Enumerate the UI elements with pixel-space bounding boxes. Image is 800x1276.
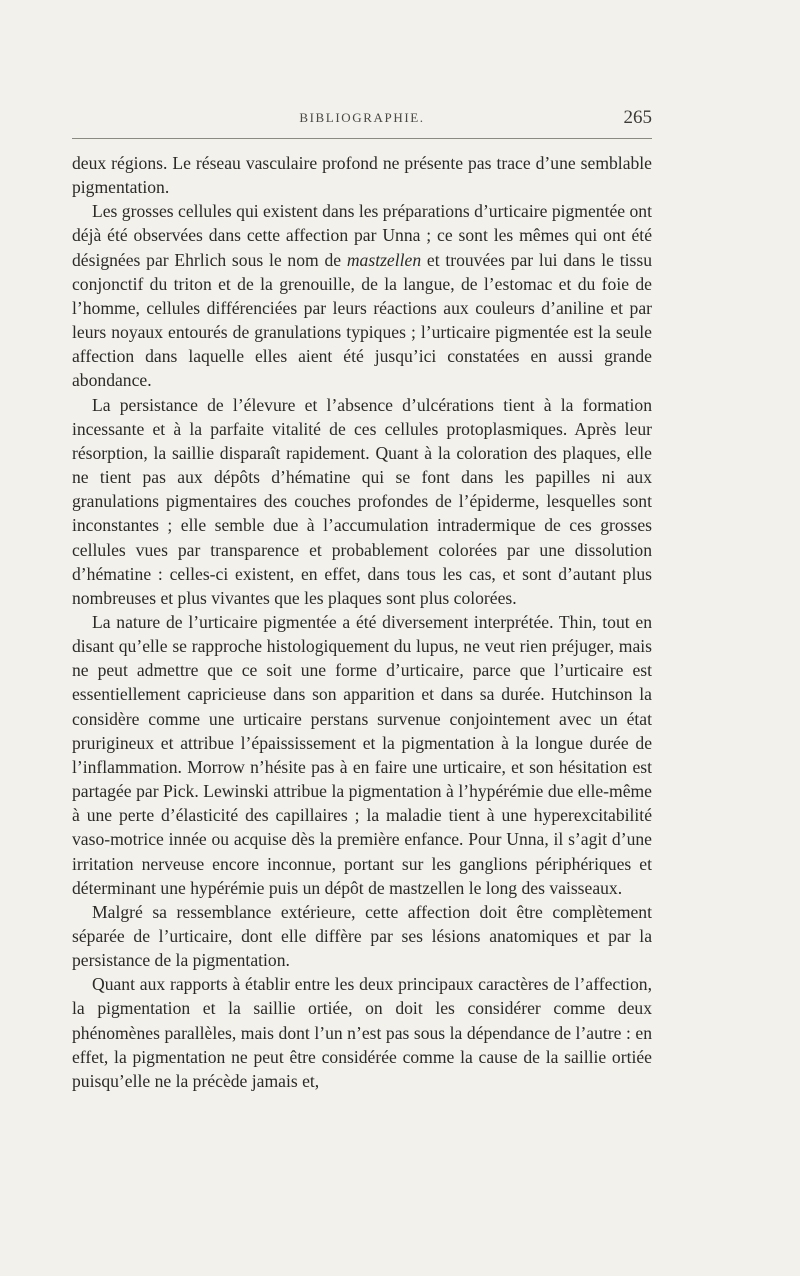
paragraph-5: Malgré sa ressemblance extérieure, cette affection doit être complètement séparée de l’urticaire, dont elle diffère par ses lésions anatomiques et par la persistance de la pigmentation. [72,901,652,971]
body-text [72,151,652,1093]
paragraph-3: La persistance de l’élevure et l’absence d’ulcérations tient à la formation incessante et à la parfaite vitalité de ces cellules protoplasmiques. Après leur résorption, la saillie disparaît rapidement. Quant à la coloration des plaques, elle ne tient pas aux dépôts d’hématine qui se font dans les papilles ni aux granulations pigmentaires des couches profondes de l’épiderme, lesquelles sont inconstantes ; elle semble due à l’accumulation intradermique de ces grosses cellules vues par transparence et probablement colorées par une dissolution d’hématine : celles-ci existent, en effet, dans tous les cas, et sont d’autant plus nombreuses et plus vivantes que les plaques sont plus colorées. [72,394,652,608]
page-number: 265 [623,107,652,128]
paragraph-2-part-1: Les grosses cellules qui existent dans les préparations d’urticaire pigmentée ont déjà été observées dans cette affection par Unna ; ce sont les mêmes qui ont été désignées par Ehrlich sous le nom de [72,201,652,270]
paragraph-2 [72,199,652,392]
header-rule [72,138,652,139]
paragraph-2-emphasis: mastzellen [346,249,422,270]
paragraph-4: La nature de l’urticaire pigmentée a été diversement interprétée. Thin, tout en disant qu’elle se rapproche histologiquement du lupus, ne veut rien préjuger, mais ne peut admettre que ce soit une forme d’urticaire, parce que l’urticaire est essentiellement capricieuse dans son apparition et dans sa durée. Hutchinson la considère comme une urticaire perstans survenue conjointement avec un état prurigineux et attribue l’épaississement et la pigmentation à la longue durée de l’inflammation. Morrow n’hésite pas à en faire une urticaire, et son hésitation est partagée par Pick. Lewinski attribue la pigmentation à l’hypérémie due elle-même à une perte d’élasticité des capillaires ; la maladie tient à une hyperexcitabilité vaso-motrice innée ou acquise dès la première enfance. Pour Unna, il s’agit d’une irritation nerveuse encore inconnue, portant sur les ganglions périphériques et déterminant une hypérémie puis un dépôt de mastzellen le long des vaisseaux. [72,611,652,898]
running-title: BIBLIOGRAPHIE. [299,110,425,125]
paragraph-6: Quant aux rapports à établir entre les deux principaux caractères de l’affection, la pigmentation et la saillie ortiée, on doit les considérer comme deux phénomènes parallèles, mais dont l’un n’est pas sous la dépendance de l’autre : en effet, la pigmentation ne peut être considérée comme la cause de la saillie ortiée puisqu’elle ne la précède jamais et, [72,974,652,1091]
paragraph-1: deux régions. Le réseau vasculaire profond ne présente pas trace d’une semblable pigmentation. [72,153,652,198]
running-header [72,107,652,134]
paragraph-2-part-2: et trouvées par lui dans le tissu conjonctif du triton et de la grenouille, de la langue, de l’estomac et du foie de l’homme, cellules différenciées par leurs réactions aux couleurs d’aniline et par leurs noyaux entourés de granulations typiques ; l’urticaire pigmentée est la seule affection dans laquelle elles aient été jusqu’ici constatées en aussi grande abondance. [72,249,652,391]
